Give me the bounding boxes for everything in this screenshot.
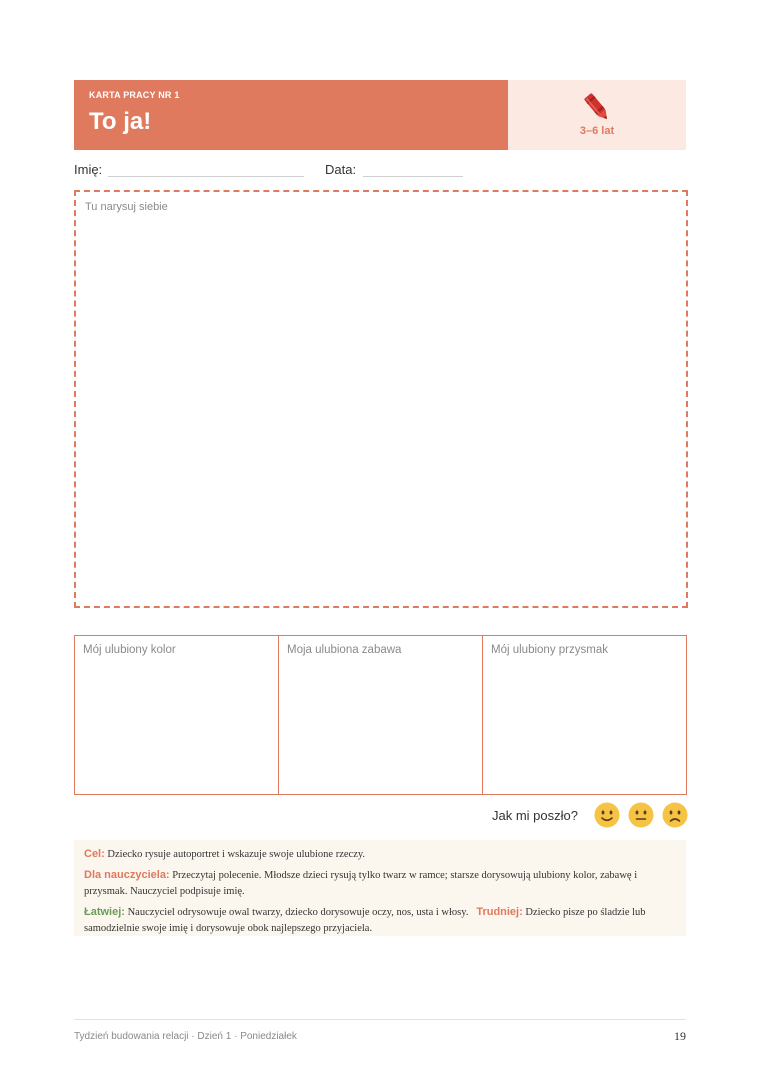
frowning-face-icon[interactable]	[662, 802, 688, 828]
name-label: Imię:	[74, 162, 103, 177]
goal-text: Dziecko rysuje autoportret i wskazuje swoje ulubione rzeczy.	[107, 849, 366, 860]
favorite-game-label: Moja ulubiona zabawa	[287, 644, 402, 656]
worksheet-header	[74, 80, 686, 150]
footer-divider	[74, 1019, 686, 1020]
teacher-notes	[74, 840, 686, 936]
teacher-text: Przeczytaj polecenie. Młodsze dzieci rysują tylko twarz w ramce; starsze dorysowują ulubiony kolor, zabawę i przysmak. Nauczyciel podpisuje imię.	[84, 870, 638, 897]
neutral-face-icon[interactable]	[628, 802, 654, 828]
favorite-treat-cell[interactable]	[483, 636, 686, 794]
favorite-color-cell[interactable]	[75, 636, 279, 794]
difficulty-note	[84, 904, 676, 937]
age-range: 3–6 lat	[579, 125, 615, 137]
crayon-icon	[576, 86, 616, 126]
page-title: To ja!	[89, 108, 152, 135]
favorites-table	[74, 635, 687, 795]
easier-key: Łatwiej:	[84, 906, 125, 918]
date-label: Data:	[325, 162, 357, 177]
worksheet-number: KARTA PRACY NR 1	[89, 90, 180, 100]
easier-text: Nauczyciel odrysowuje owal twarzy, dziecko dorysowuje oczy, nos, usta i włosy.	[127, 907, 469, 918]
teacher-key: Dla nauczyciela:	[84, 869, 170, 881]
harder-text: Dziecko pisze po śladzie lub samodzielnie swoje imię i dorysowuje obok najlepszego przyjaciela.	[84, 907, 646, 934]
footer-section-title: Tydzień budowania relacji · Dzień 1 · Poniedziałek	[74, 1031, 297, 1042]
age-badge-panel	[508, 80, 686, 150]
favorite-game-cell[interactable]	[279, 636, 483, 794]
favorite-treat-label: Mój ulubiony przysmak	[491, 644, 608, 656]
goal-key: Cel:	[84, 848, 105, 860]
drawing-area-label: Tu narysuj siebie	[85, 201, 168, 213]
harder-key: Trudniej:	[476, 906, 523, 918]
goal-note	[84, 846, 676, 863]
page-number: 19	[674, 1029, 686, 1043]
smiling-face-icon[interactable]	[594, 802, 620, 828]
self-assessment-label: Jak mi poszło?	[492, 807, 578, 823]
header-title-panel	[74, 80, 508, 150]
teacher-note	[84, 867, 676, 900]
self-assessment	[492, 800, 688, 830]
name-field-line[interactable]	[108, 176, 304, 177]
date-field-line[interactable]	[363, 176, 463, 177]
self-portrait-drawing-area[interactable]	[74, 190, 688, 608]
favorite-color-label: Mój ulubiony kolor	[83, 644, 176, 656]
